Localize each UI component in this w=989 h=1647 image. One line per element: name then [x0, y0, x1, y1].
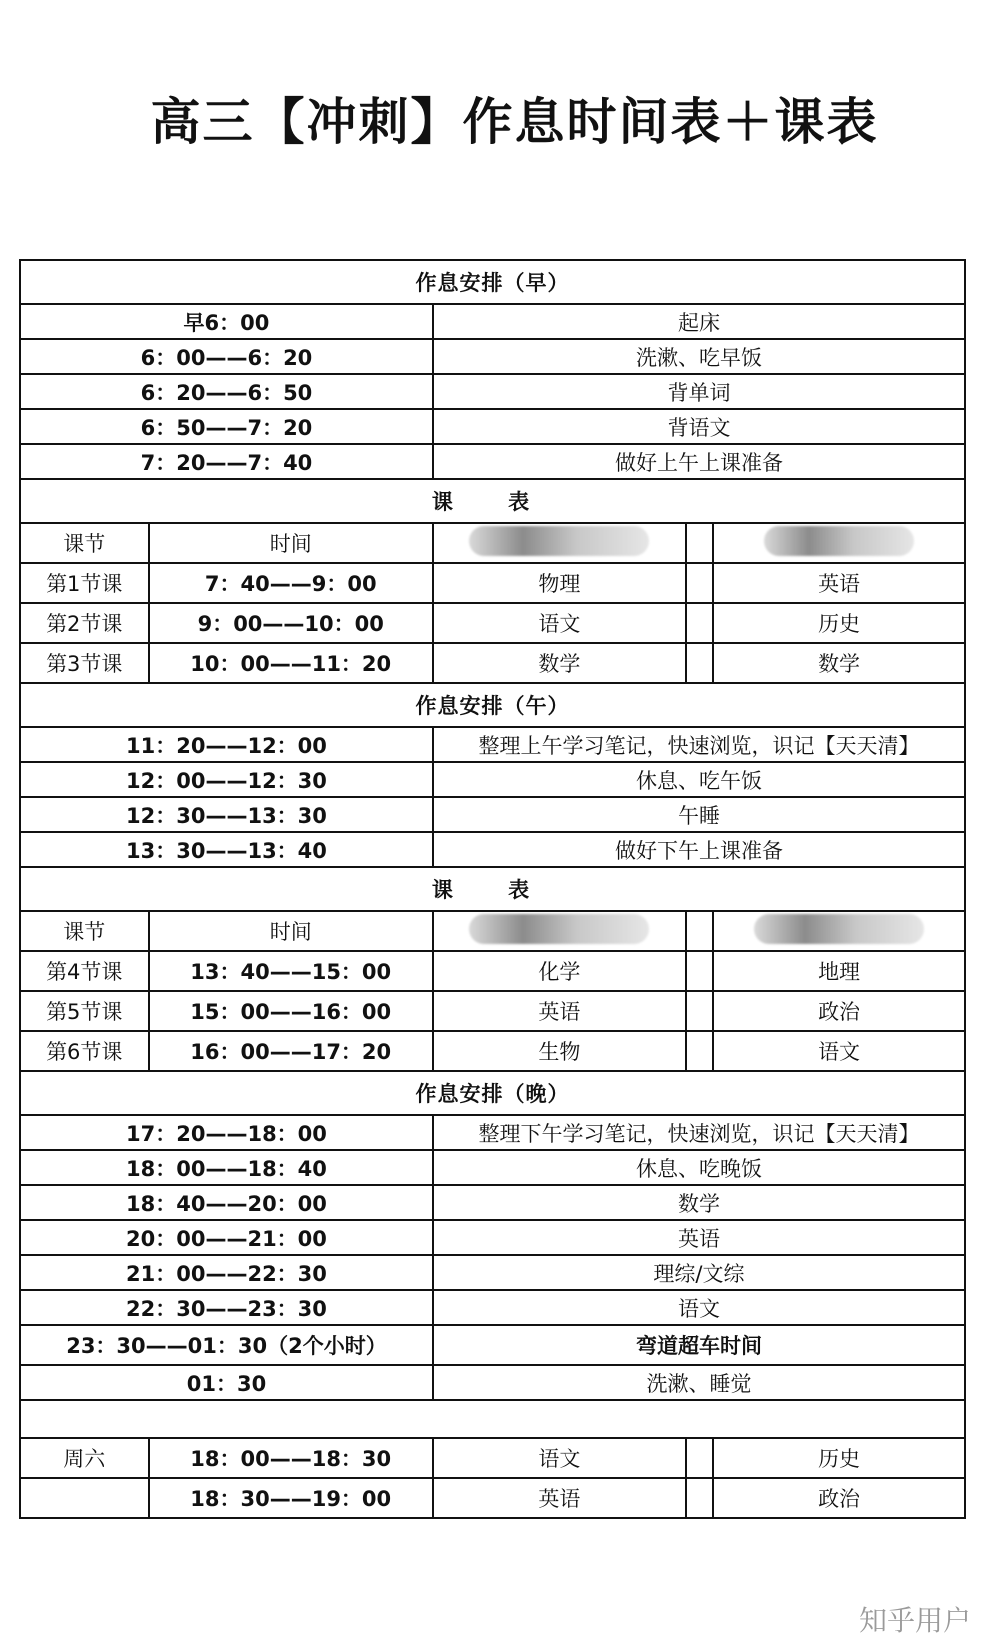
period-label: 第4节课 [20, 951, 149, 991]
subject-a: 语文 [433, 603, 686, 643]
section-header-schedule-am: 课 表 [20, 479, 965, 523]
morning-time: 早6：00 [20, 304, 433, 339]
morning-time: 6：50——7：20 [20, 409, 433, 444]
class-b-header-blurred [713, 911, 965, 951]
period-label: 第1节课 [20, 563, 149, 603]
period-time: 15：00——16：00 [149, 991, 433, 1031]
subject-b: 数学 [713, 643, 965, 683]
column-gap [686, 563, 713, 603]
class-a-header-blurred [433, 523, 686, 563]
period-time: 13：40——15：00 [149, 951, 433, 991]
evening-time: 18：00——18：40 [20, 1150, 433, 1185]
noon-time: 13：30——13：40 [20, 832, 433, 867]
column-gap [686, 1438, 713, 1478]
column-gap [686, 1031, 713, 1071]
section-header-evening: 作息安排（晚） [20, 1071, 965, 1115]
section-header-noon: 作息安排（午） [20, 683, 965, 727]
saturday-subject-a: 语文 [433, 1438, 686, 1478]
evening-activity: 弯道超车时间 [433, 1325, 965, 1365]
column-gap [686, 1478, 713, 1518]
morning-activity: 背单词 [433, 374, 965, 409]
saturday-subject-b: 历史 [713, 1438, 965, 1478]
saturday-subject-a: 英语 [433, 1478, 686, 1518]
period-time: 9：00——10：00 [149, 603, 433, 643]
subject-b: 历史 [713, 603, 965, 643]
subject-b: 英语 [713, 563, 965, 603]
noon-time: 12：30——13：30 [20, 797, 433, 832]
saturday-label-blank [20, 1478, 149, 1518]
evening-activity: 英语 [433, 1220, 965, 1255]
evening-activity: 语文 [433, 1290, 965, 1325]
subject-a: 物理 [433, 563, 686, 603]
noon-activity: 休息、吃午饭 [433, 762, 965, 797]
noon-activity: 做好下午上课准备 [433, 832, 965, 867]
evening-activity: 数学 [433, 1185, 965, 1220]
column-gap [686, 603, 713, 643]
noon-activity: 午睡 [433, 797, 965, 832]
class-b-header-blurred [713, 523, 965, 563]
evening-time: 22：30——23：30 [20, 1290, 433, 1325]
period-time: 10：00——11：20 [149, 643, 433, 683]
section-header-morning: 作息安排（早） [20, 260, 965, 304]
morning-activity: 背语文 [433, 409, 965, 444]
evening-activity: 理综/文综 [433, 1255, 965, 1290]
page-title: 高三【冲刺】作息时间表＋课表 [150, 93, 879, 151]
evening-time: 18：40——20：00 [20, 1185, 433, 1220]
evening-time: 20：00——21：00 [20, 1220, 433, 1255]
morning-time: 6：00——6：20 [20, 339, 433, 374]
subject-b: 语文 [713, 1031, 965, 1071]
subject-b: 地理 [713, 951, 965, 991]
morning-time: 6：20——6：50 [20, 374, 433, 409]
evening-time: 17：20——18：00 [20, 1115, 433, 1150]
subject-b: 政治 [713, 991, 965, 1031]
saturday-label: 周六 [20, 1438, 149, 1478]
period-label: 第5节课 [20, 991, 149, 1031]
noon-time: 12：00——12：30 [20, 762, 433, 797]
subject-a: 数学 [433, 643, 686, 683]
class-a-header-blurred [433, 911, 686, 951]
column-gap [686, 991, 713, 1031]
evening-time: 01：30 [20, 1365, 433, 1400]
column-gap [686, 643, 713, 683]
column-gap [686, 523, 713, 563]
watermark: 知乎用户 [858, 1604, 971, 1637]
evening-activity: 洗漱、睡觉 [433, 1365, 965, 1400]
morning-time: 7：20——7：40 [20, 444, 433, 479]
evening-activity: 整理下午学习笔记，快速浏览，识记【天天清】 [433, 1115, 965, 1150]
saturday-time: 18：00——18：30 [149, 1438, 433, 1478]
period-time: 16：00——17：20 [149, 1031, 433, 1071]
empty-row [20, 1400, 965, 1438]
evening-activity: 休息、吃晚饭 [433, 1150, 965, 1185]
period-time: 7：40——9：00 [149, 563, 433, 603]
section-header-schedule-pm: 课 表 [20, 867, 965, 911]
morning-activity: 洗漱、吃早饭 [433, 339, 965, 374]
subject-a: 化学 [433, 951, 686, 991]
col-time-header: 时间 [149, 911, 433, 951]
evening-time: 23：30——01：30（2个小时） [20, 1325, 433, 1365]
subject-a: 生物 [433, 1031, 686, 1071]
period-label: 第6节课 [20, 1031, 149, 1071]
morning-activity: 起床 [433, 304, 965, 339]
col-time-header: 时间 [149, 523, 433, 563]
column-gap [686, 911, 713, 951]
schedule-table [19, 259, 966, 1519]
noon-time: 11：20——12：00 [20, 727, 433, 762]
col-period-header: 课节 [20, 911, 149, 951]
saturday-subject-b: 政治 [713, 1478, 965, 1518]
period-label: 第3节课 [20, 643, 149, 683]
col-period-header: 课节 [20, 523, 149, 563]
evening-time: 21：00——22：30 [20, 1255, 433, 1290]
saturday-time: 18：30——19：00 [149, 1478, 433, 1518]
noon-activity: 整理上午学习笔记，快速浏览，识记【天天清】 [433, 727, 965, 762]
morning-activity: 做好上午上课准备 [433, 444, 965, 479]
column-gap [686, 951, 713, 991]
period-label: 第2节课 [20, 603, 149, 643]
subject-a: 英语 [433, 991, 686, 1031]
